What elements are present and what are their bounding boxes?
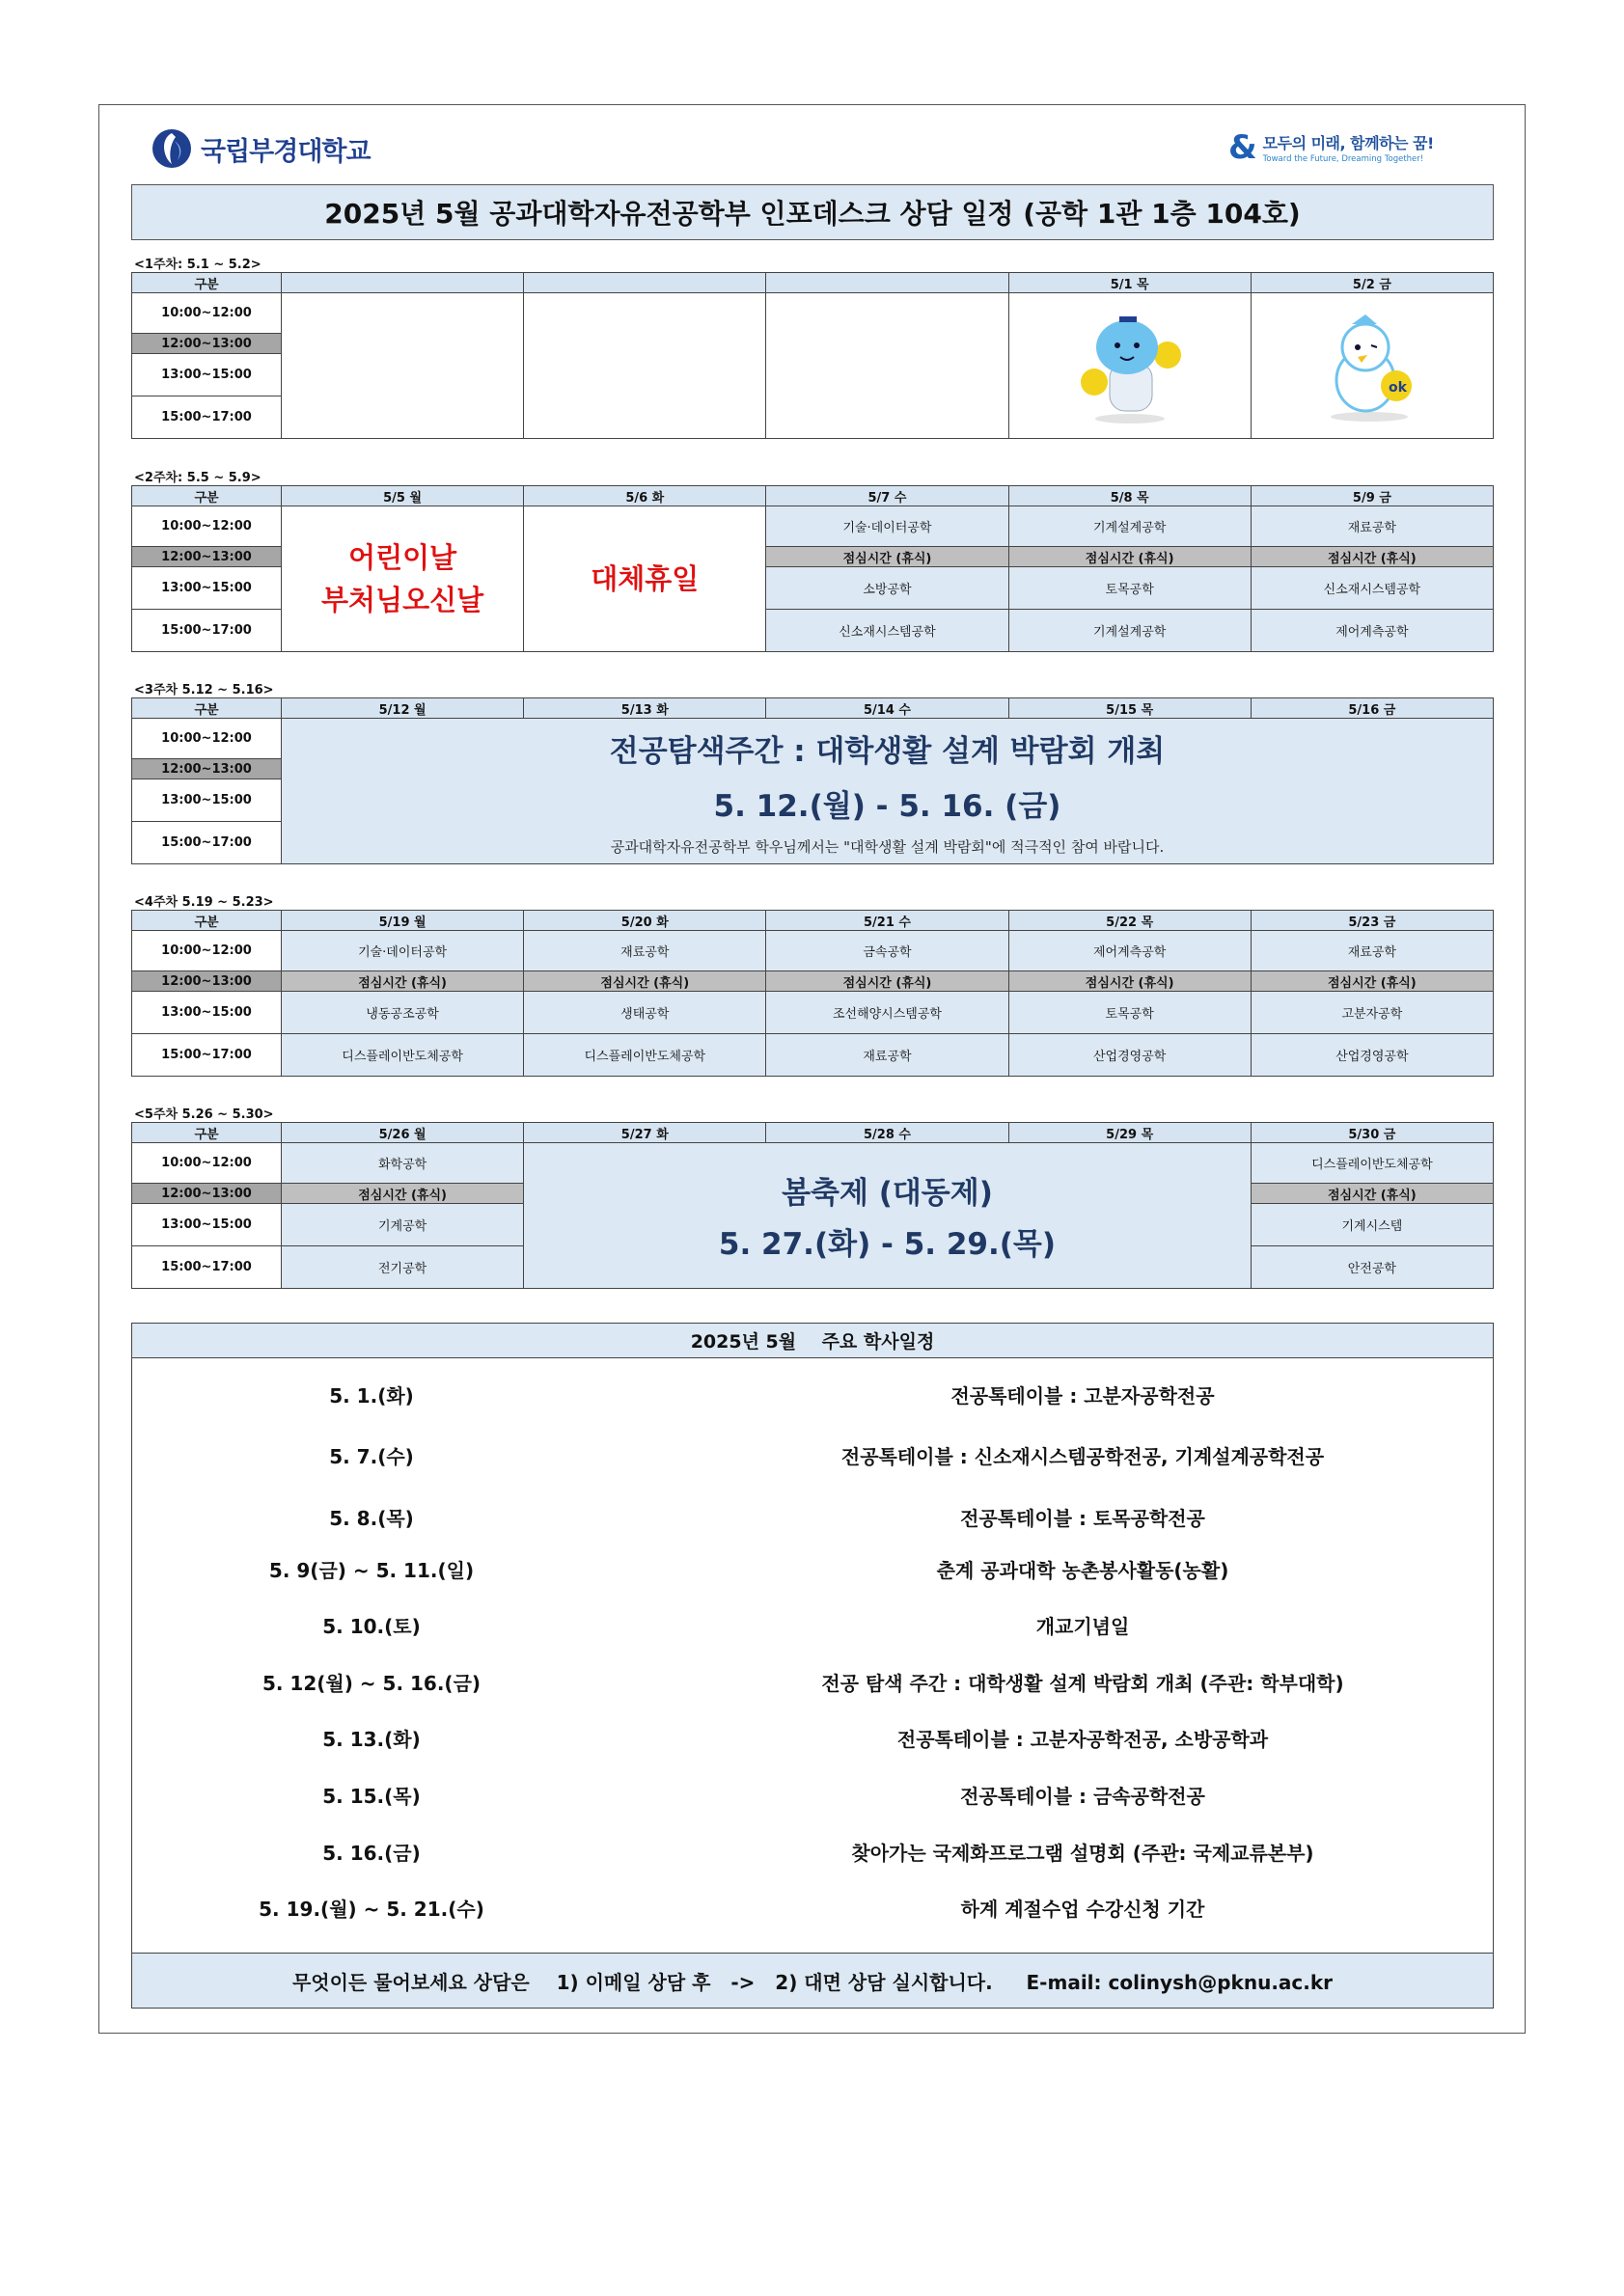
week-2-table (131, 485, 1494, 652)
page-title: 2025년 5월 공과대학자유전공학부 인포데스크 상담 일정 (공학 1관 1층 104호) (131, 184, 1494, 240)
academic-date: 5. 13.(화) (322, 1727, 421, 1751)
slot-header: 구분 (132, 698, 282, 719)
academic-date: 5. 10.(토) (322, 1614, 421, 1638)
time-slot: 10:00~12:00 (132, 506, 282, 547)
academic-date: 5. 16.(금) (322, 1841, 421, 1865)
academic-item (132, 1662, 1493, 1701)
academic-date: 5. 19.(월) ~ 5. 21.(수) (259, 1897, 484, 1921)
day-header: 5/16 금 (1251, 698, 1493, 719)
schedule-cell: 화학공학 (282, 1143, 524, 1184)
banner-title: 봄축제 (대동제) (782, 1176, 993, 1211)
time-slot: 15:00~17:00 (132, 1034, 282, 1077)
week-1-table (131, 272, 1494, 439)
day-header (282, 273, 524, 293)
academic-item (132, 1888, 1493, 1927)
academic-item (132, 1497, 1493, 1536)
schedule-cell: 디스플레이반도체공학 (282, 1034, 524, 1077)
slot-header: 구분 (132, 1123, 282, 1143)
academic-event: 개교기념일 (1035, 1614, 1130, 1638)
time-slot: 10:00~12:00 (132, 1143, 282, 1184)
lunch-cell: 점심시간 (휴식) (1008, 971, 1251, 992)
academic-event: 전공 탐색 주간 : 대학생활 설계 박람회 개최 (주관: 학부대학) (821, 1671, 1344, 1695)
academic-date: 5. 7.(수) (329, 1444, 414, 1468)
schedule-cell: 기계설계공학 (1008, 610, 1251, 652)
day-header: 5/26 월 (282, 1123, 524, 1143)
week-4-table (131, 910, 1494, 1077)
time-slot: 10:00~12:00 (132, 293, 282, 334)
schedule-cell: 기계시스템 (1251, 1204, 1493, 1246)
academic-event: 전공톡테이블 : 고분자공학전공 (950, 1383, 1215, 1408)
schedule-cell: 제어계측공학 (1008, 931, 1251, 971)
schedule-cell: 제어계측공학 (1251, 610, 1493, 652)
university-name: 국립부경대학교 (201, 136, 371, 167)
holiday-name: 어린이날 (348, 541, 457, 574)
week-5-label: <5주차 5.26 ~ 5.30> (134, 1107, 274, 1122)
schedule-cell: 기계설계공학 (1008, 506, 1251, 547)
time-slot: 12:00~13:00 (132, 547, 282, 567)
lunch-cell: 점심시간 (휴식) (1251, 971, 1493, 992)
schedule-cell: 디스플레이반도체공학 (1251, 1143, 1493, 1184)
day-header: 5/14 수 (766, 698, 1008, 719)
day-header: 5/15 목 (1008, 698, 1251, 719)
academic-event: 찾아가는 국제화프로그램 설명회 (주관: 국제교류본부) (851, 1841, 1314, 1865)
schedule-cell: 재료공학 (1251, 506, 1493, 547)
lunch-cell: 점심시간 (휴식) (282, 971, 524, 992)
mascot-cell (1251, 293, 1493, 439)
time-slot: 10:00~12:00 (132, 931, 282, 971)
schedule-cell: 기술·데이터공학 (766, 506, 1008, 547)
day-header: 5/30 금 (1251, 1123, 1493, 1143)
slogan-text-en: Toward the Future, Dreaming Together! (1262, 154, 1424, 164)
event-banner (524, 1143, 1252, 1289)
schedule-cell: 기술·데이터공학 (282, 931, 524, 971)
schedule-cell: 고분자공학 (1251, 992, 1493, 1034)
academic-date: 5. 9(금) ~ 5. 11.(일) (268, 1558, 475, 1582)
academic-date: 5. 1.(화) (329, 1383, 414, 1408)
schedule-cell: 토목공학 (1008, 992, 1251, 1034)
schedule-cell: 토목공학 (1008, 567, 1251, 610)
lunch-cell: 점심시간 (휴식) (1251, 1184, 1493, 1204)
time-slot: 15:00~17:00 (132, 396, 282, 439)
day-header: 5/20 화 (524, 911, 766, 931)
day-header: 5/8 목 (1008, 486, 1251, 506)
schedule-cell: 조선해양시스템공학 (766, 992, 1008, 1034)
academic-schedule (131, 1323, 1494, 2009)
event-banner (282, 719, 1494, 864)
time-slot: 15:00~17:00 (132, 1246, 282, 1289)
schedule-cell: 전기공학 (282, 1246, 524, 1289)
academic-date: 5. 12(월) ~ 5. 16.(금) (261, 1671, 482, 1695)
time-slot: 15:00~17:00 (132, 822, 282, 864)
week-4-label: <4주차 5.19 ~ 5.23> (134, 895, 274, 910)
academic-event: 전공톡테이블 : 토목공학전공 (960, 1506, 1205, 1530)
academic-item (132, 1435, 1493, 1474)
banner-dates: 5. 27.(화) - 5. 29.(목) (718, 1227, 1057, 1262)
lunch-cell: 점심시간 (휴식) (766, 547, 1008, 567)
banner-note: 공과대학자유전공학부 학우님께서는 "대학생활 설계 박람회"에 적극적인 참여 바랍니다. (610, 837, 1165, 856)
schedule-cell: 신소재시스템공학 (766, 610, 1008, 652)
week-2-label: <2주차: 5.5 ~ 5.9> (134, 471, 261, 485)
contact-footer: 무엇이든 물어보세요 상담은 1) 이메일 상담 후 -> 2) 대면 상담 실시합니다. E-mail: colinysh@pknu.ac.kr (132, 1953, 1493, 2008)
week-1-label: <1주차: 5.1 ~ 5.2> (134, 258, 261, 272)
university-emblem-icon (151, 127, 193, 170)
schedule-cell: 생태공학 (524, 992, 766, 1034)
schedule-cell: 금속공학 (766, 931, 1008, 971)
day-header: 5/5 월 (282, 486, 524, 506)
day-header: 5/22 목 (1008, 911, 1251, 931)
schedule-cell: 산업경영공학 (1008, 1034, 1251, 1077)
day-header: 5/12 월 (282, 698, 524, 719)
academic-item (132, 1718, 1493, 1757)
schedule-cell: 소방공학 (766, 567, 1008, 610)
schedule-cell: 재료공학 (1251, 931, 1493, 971)
day-header: 5/13 화 (524, 698, 766, 719)
schedule-cell: 안전공학 (1251, 1246, 1493, 1289)
academic-date: 5. 15.(목) (322, 1784, 421, 1808)
lunch-cell: 점심시간 (휴식) (1251, 547, 1493, 567)
time-slot: 12:00~13:00 (132, 971, 282, 992)
schedule-cell: 산업경영공학 (1251, 1034, 1493, 1077)
day-header (766, 273, 1008, 293)
banner-title: 전공탐색주간 : 대학생활 설계 박람회 개최 (609, 733, 1166, 769)
time-slot: 13:00~15:00 (132, 1204, 282, 1246)
time-slot: 12:00~13:00 (132, 1184, 282, 1204)
day-header: 5/23 금 (1251, 911, 1493, 931)
day-header: 5/1 목 (1008, 273, 1251, 293)
academic-item (132, 1375, 1493, 1413)
mascot-ok-icon (1309, 303, 1435, 428)
slot-header: 구분 (132, 911, 282, 931)
schedule-cell: 디스플레이반도체공학 (524, 1034, 766, 1077)
academic-item (132, 1775, 1493, 1814)
slogan-text: 모두의 미래, 함께하는 꿈! (1262, 134, 1434, 152)
academic-event: 전공톡테이블 : 금속공학전공 (960, 1784, 1205, 1808)
academic-event: 전공톡테이블 : 고분자공학전공, 소방공학과 (896, 1727, 1269, 1751)
holiday-name: 부처님오신날 (321, 584, 484, 616)
time-slot: 13:00~15:00 (132, 992, 282, 1034)
lunch-cell: 점심시간 (휴식) (1008, 547, 1251, 567)
academic-date: 5. 8.(목) (329, 1506, 414, 1530)
schedule-cell: 냉동공조공학 (282, 992, 524, 1034)
empty-cell (766, 293, 1008, 439)
week-3-table (131, 697, 1494, 864)
day-header: 5/2 금 (1251, 273, 1493, 293)
day-header: 5/21 수 (766, 911, 1008, 931)
empty-cell (524, 293, 766, 439)
holiday-cell (282, 506, 524, 652)
holiday-cell (524, 506, 766, 652)
academic-event: 하계 계절수업 수강신청 기간 (960, 1897, 1205, 1921)
academic-event: 춘계 공과대학 농촌봉사활동(농활) (936, 1558, 1229, 1582)
schedule-cell: 재료공학 (766, 1034, 1008, 1077)
day-header: 5/29 목 (1008, 1123, 1251, 1143)
ampersand-icon: & (1228, 128, 1257, 167)
day-header: 5/19 월 (282, 911, 524, 931)
time-slot: 12:00~13:00 (132, 334, 282, 354)
schedule-cell: 재료공학 (524, 931, 766, 971)
schedule-cell: 신소재시스템공학 (1251, 567, 1493, 610)
day-header (524, 273, 766, 293)
time-slot: 13:00~15:00 (132, 567, 282, 610)
mascot-cheer-icon (1067, 303, 1193, 428)
lunch-cell: 점심시간 (휴식) (524, 971, 766, 992)
week-5-table (131, 1122, 1494, 1289)
day-header: 5/7 수 (766, 486, 1008, 506)
slot-header: 구분 (132, 273, 282, 293)
university-logo (151, 124, 371, 173)
day-header: 5/9 금 (1251, 486, 1493, 506)
time-slot: 15:00~17:00 (132, 610, 282, 652)
schedule-cell: 기계공학 (282, 1204, 524, 1246)
banner-dates: 5. 12.(월) - 5. 16. (금) (713, 788, 1061, 824)
time-slot: 13:00~15:00 (132, 779, 282, 822)
lunch-cell: 점심시간 (휴식) (282, 1184, 524, 1204)
academic-item (132, 1549, 1493, 1588)
week-3-label: <3주차 5.12 ~ 5.16> (134, 683, 274, 697)
day-header: 5/6 화 (524, 486, 766, 506)
time-slot: 12:00~13:00 (132, 759, 282, 779)
academic-event: 전공톡테이블 : 신소재시스템공학전공, 기계설계공학전공 (840, 1444, 1325, 1468)
mascot-cell (1008, 293, 1251, 439)
time-slot: 10:00~12:00 (132, 719, 282, 759)
day-header: 5/27 화 (524, 1123, 766, 1143)
empty-cell (282, 293, 524, 439)
slogan-logo (1228, 127, 1450, 168)
time-slot: 13:00~15:00 (132, 354, 282, 396)
academic-item (132, 1832, 1493, 1871)
slot-header: 구분 (132, 486, 282, 506)
academic-item (132, 1605, 1493, 1644)
lunch-cell: 점심시간 (휴식) (766, 971, 1008, 992)
day-header: 5/28 수 (766, 1123, 1008, 1143)
academic-schedule-header: 2025년 5월 주요 학사일정 (132, 1324, 1493, 1358)
holiday-name: 대체휴일 (591, 562, 700, 595)
svg-text:ok: ok (1388, 380, 1407, 396)
